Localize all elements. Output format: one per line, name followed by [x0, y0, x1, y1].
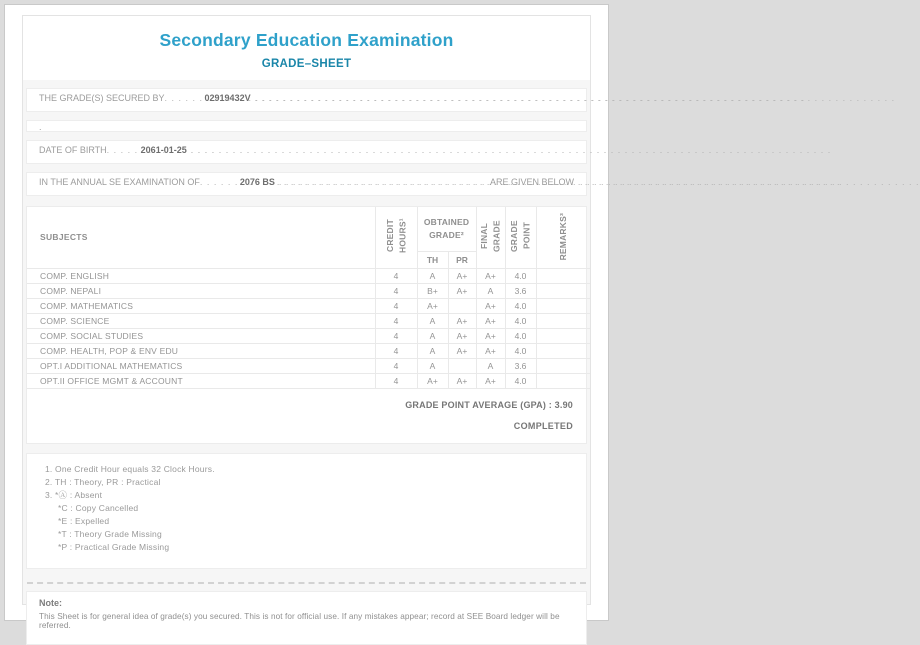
grade-point-cell: 3.6: [505, 283, 536, 298]
th-grade-cell: A: [417, 328, 448, 343]
grades-table: [27, 207, 590, 389]
footnote-item: *P : Practical Grade Missing: [58, 541, 170, 552]
dashed-divider: [27, 582, 586, 584]
credit-hours-cell: 4: [375, 298, 417, 313]
remarks-cell: [536, 313, 590, 328]
footnote-item: 3. *Ⓐ : Absent: [45, 489, 103, 500]
table-row: [27, 373, 590, 388]
exam-row: [26, 172, 587, 196]
final-grade-header: FINAL GRADE: [476, 207, 505, 268]
pr-grade-cell: A+: [448, 268, 476, 283]
subject-cell: COMP. ENGLISH: [27, 268, 375, 283]
th-grade-cell: B+: [417, 283, 448, 298]
credit-hours-cell: 4: [375, 283, 417, 298]
remarks-cell: [536, 283, 590, 298]
subject-cell: COMP. HEALTH, POP & ENV EDU: [27, 343, 375, 358]
th-grade-cell: A: [417, 313, 448, 328]
final-grade-cell: A+: [476, 328, 505, 343]
grade-point-cell: 3.6: [505, 358, 536, 373]
footnotes: [26, 453, 587, 569]
th-grade-cell: A: [417, 358, 448, 373]
footnote-item: *T : Theory Grade Missing: [58, 528, 162, 539]
subject-cell: COMP. SOCIAL STUDIES: [27, 328, 375, 343]
gpa-text: GRADE POINT AVERAGE (GPA) : 3.90: [405, 399, 573, 410]
summary-section: [27, 389, 586, 443]
credit-hours-header: CREDIT HOURS¹: [375, 207, 417, 268]
footnote-item: 1. One Credit Hour equals 32 Clock Hours.: [45, 463, 215, 474]
grade-point-cell: 4.0: [505, 298, 536, 313]
pr-grade-cell: A+: [448, 343, 476, 358]
remarks-cell: [536, 343, 590, 358]
final-grade-cell: A+: [476, 268, 505, 283]
th-grade-cell: A+: [417, 298, 448, 313]
final-grade-cell: A: [476, 283, 505, 298]
exam-label: IN THE ANNUAL SE EXAMINATION OF: [39, 177, 200, 187]
remarks-cell: [536, 358, 590, 373]
pr-grade-cell: [448, 298, 476, 313]
final-grade-cell: A+: [476, 343, 505, 358]
grade-point-cell: 4.0: [505, 373, 536, 388]
credit-hours-cell: 4: [375, 268, 417, 283]
table-row: [27, 358, 590, 373]
grade-point-cell: 4.0: [505, 268, 536, 283]
remarks-cell: [536, 268, 590, 283]
stray-dot-row: .: [26, 120, 587, 132]
sheet-subtitle: GRADE–SHEET: [261, 58, 352, 70]
final-grade-cell: A+: [476, 298, 505, 313]
pr-header: PR: [448, 251, 476, 268]
exam-value: 2076 BS: [239, 177, 275, 187]
grade-point-cell: 4.0: [505, 328, 536, 343]
subject-cell: COMP. MATHEMATICS: [27, 298, 375, 313]
th-grade-cell: A: [417, 343, 448, 358]
pr-grade-cell: A+: [448, 373, 476, 388]
secured-by-row: [26, 88, 587, 112]
table-row: [27, 313, 590, 328]
final-grade-cell: A: [476, 358, 505, 373]
credit-hours-cell: 4: [375, 358, 417, 373]
note-text: This Sheet is for general idea of grade(s) you secured. This is not for official use. If any mistakes appear; record at SEE Board ledger will be referred.: [39, 611, 560, 630]
secured-by-value: 02919432V: [204, 93, 251, 103]
dot-leader: [255, 93, 572, 103]
title-block: [23, 16, 590, 80]
pr-grade-cell: A+: [448, 313, 476, 328]
credit-hours-cell: 4: [375, 328, 417, 343]
obtained-grade-header: OBTAINED GRADE²: [417, 207, 476, 251]
credit-hours-cell: 4: [375, 373, 417, 388]
dot-leader: [107, 145, 139, 155]
note-label: Note:: [39, 597, 62, 608]
th-grade-cell: A: [417, 268, 448, 283]
sheet-title: Secondary Education Examination: [159, 30, 454, 50]
subject-cell: COMP. SCIENCE: [27, 313, 375, 328]
pr-grade-cell: A+: [448, 328, 476, 343]
remarks-cell: [536, 328, 590, 343]
table-row: [27, 298, 590, 313]
subject-cell: COMP. NEPALI: [27, 283, 375, 298]
remarks-header: REMARKS³: [536, 207, 590, 268]
pr-grade-cell: A+: [448, 283, 476, 298]
dot-leader: [200, 177, 238, 187]
final-grade-cell: A+: [476, 373, 505, 388]
secured-by-label: THE GRADE(S) SECURED BY: [39, 93, 165, 103]
th-grade-cell: A+: [417, 373, 448, 388]
th-header: TH: [417, 251, 448, 268]
grade-point-header: GRADE POINT: [505, 207, 536, 268]
table-row: [27, 343, 590, 358]
grades-table-box: [26, 206, 587, 444]
subjects-header: SUBJECTS: [27, 207, 375, 268]
dob-row: [26, 140, 587, 164]
dot-leader: [165, 93, 203, 103]
sheet-panel: [22, 15, 591, 630]
grade-point-cell: 4.0: [505, 313, 536, 328]
pr-grade-cell: [448, 358, 476, 373]
dot-leader: [279, 177, 484, 187]
grade-sheet-page: [4, 4, 609, 630]
footnote-item: *E : Expelled: [58, 515, 110, 526]
completed-text: COMPLETED: [513, 420, 573, 431]
table-row: [27, 328, 590, 343]
footnote-item: 2. TH : Theory, PR : Practical: [45, 476, 161, 487]
subject-cell: OPT.I ADDITIONAL MATHEMATICS: [27, 358, 375, 373]
exam-suffix: ARE GIVEN BELOW: [489, 177, 574, 187]
table-row: [27, 268, 590, 283]
dob-value: 2061-01-25: [140, 145, 187, 155]
note-box: [26, 591, 587, 645]
dob-label: DATE OF BIRTH: [39, 145, 107, 155]
remarks-cell: [536, 298, 590, 313]
credit-hours-cell: 4: [375, 343, 417, 358]
table-row: [27, 283, 590, 298]
final-grade-cell: A+: [476, 313, 505, 328]
grade-point-cell: 4.0: [505, 343, 536, 358]
remarks-cell: [536, 373, 590, 388]
subject-cell: OPT.II OFFICE MGMT & ACCOUNT: [27, 373, 375, 388]
dot-leader: [191, 145, 572, 155]
credit-hours-cell: 4: [375, 313, 417, 328]
footnote-item: *C : Copy Cancelled: [58, 502, 139, 513]
